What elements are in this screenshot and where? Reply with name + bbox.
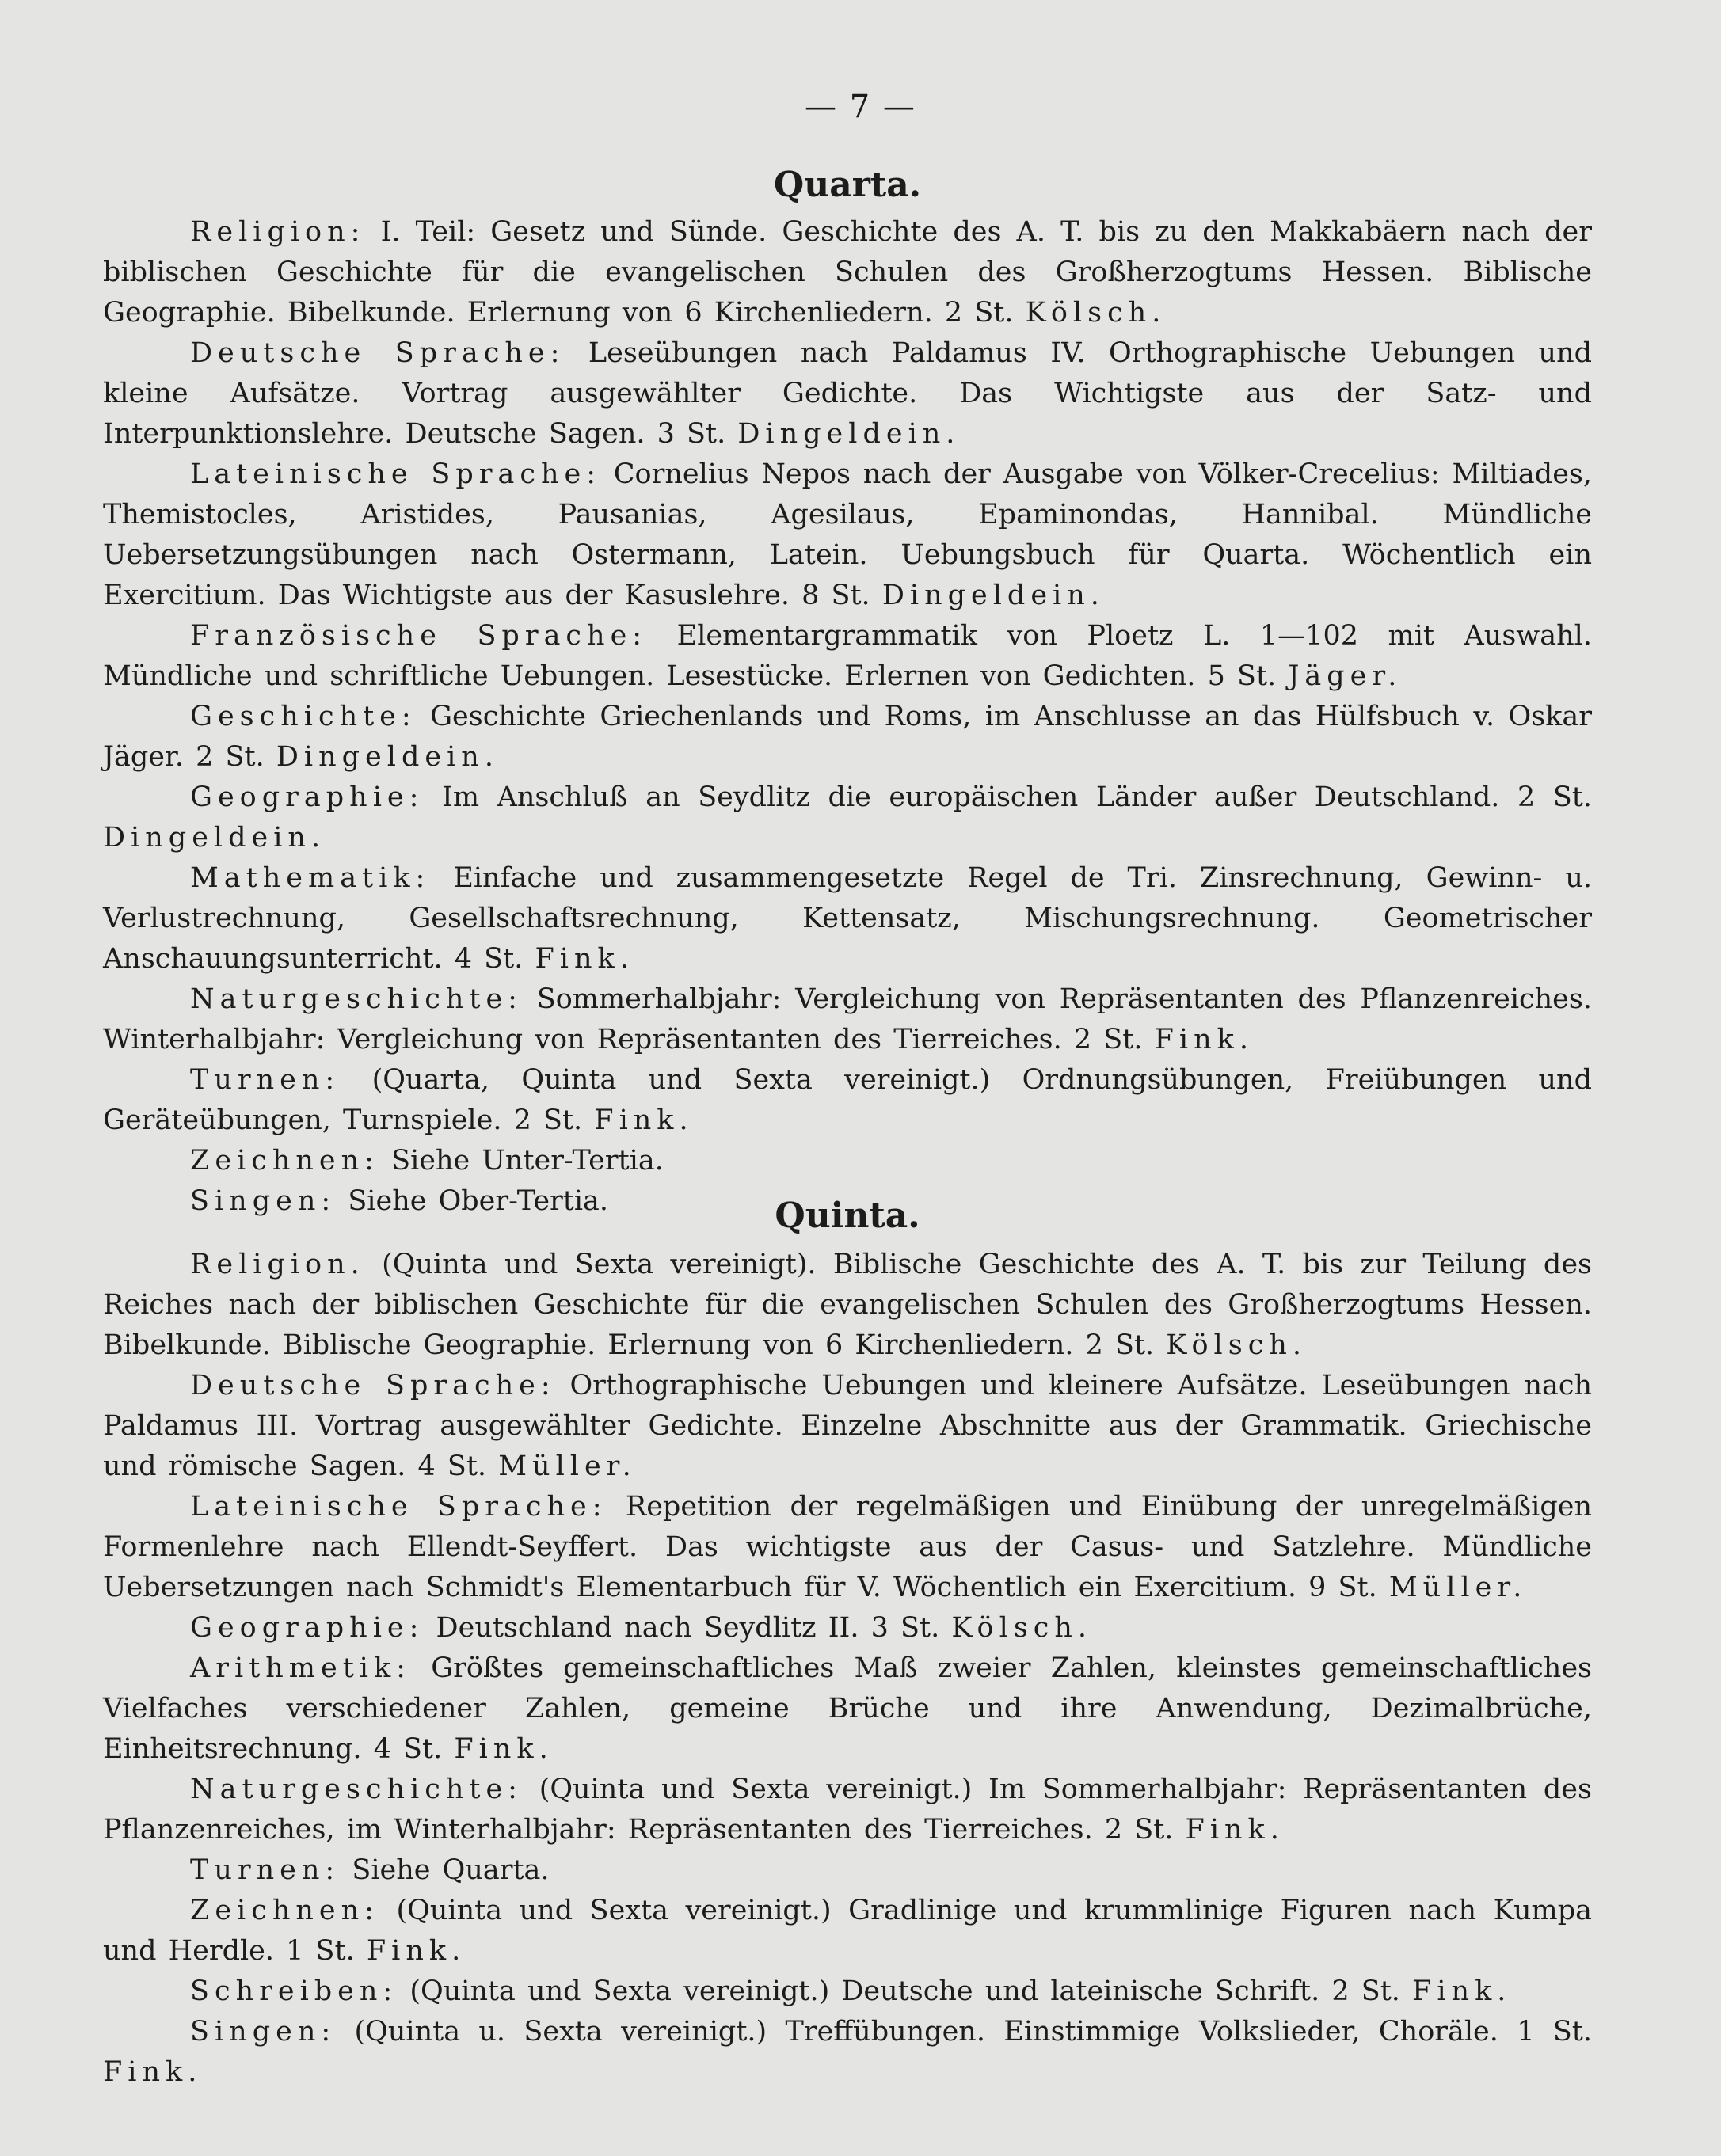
entry-teacher: Müller. [1388,1572,1528,1603]
entry-text: Orthographische Uebungen und kleinere Aufsätze. Leseübungen nach Paldamus III. Vortrag ausgewählter Gedichte. Einzelne Abschnitte aus der Grammatik. Griechische und römische Sagen. 4 St. [103,1370,1593,1482]
section-title: Quarta. [773,165,922,205]
entry-religion [103,1245,1592,1366]
entry-text: Leseübungen nach Paldamus IV. Orthographische Uebungen und kleine Aufsätze. Vortrag ausgewählter Gedichte. Das Wichtigste aus der Satz- und Interpunktionslehre. Deutsche Sagen. 3 St. [103,337,1593,450]
entry-label: Lateinische Sprache: [190,458,602,490]
entry-geographie [103,778,1592,858]
entry-turnen [103,1850,1592,1891]
entry-label: Lateinische Sprache: [190,1491,607,1523]
entry-text: Elementargrammatik von Ploetz L. 1—102 mit Auswahl. Mündliche und schriftliche Uebungen. Lesestücke. Erlernen von Gedichten. 5 St. [103,620,1592,692]
entry-teacher: Kölsch. [1025,297,1167,329]
entry-text: (Quinta und Sexta vereinigt). Biblische Geschichte des A. T. bis zur Teilung des Reiches nach der biblischen Geschichte für die evangelischen Schulen des Großherzogtums Hessen. Bibelkunde. Biblische Geographie. Erlernung von 6 Kirchenliedern. 2 St. [103,1249,1592,1361]
entry-teacher: Fink. [366,1935,466,1967]
entry-text: Siehe Unter-Tertia. [391,1145,664,1177]
entry-text: Siehe Ober-Tertia. [348,1185,609,1217]
section-title: Quinta. [775,1196,920,1236]
entry-zeichnen [103,1891,1592,1972]
entry-text: Größtes gemeinschaftliches Maß zweier Zahlen, kleinstes gemeinschaftliches Vielfaches verschiedener Zahlen, gemeine Brüche und ihre Anwendung, Dezimalbrüche, Einheitsrechnung. 4 St. [103,1652,1592,1765]
entry-turnen [103,1060,1592,1141]
entry-label: Religion. [190,1249,365,1280]
entry-label: Zeichnen: [190,1145,379,1177]
entry-mathematik [103,858,1592,979]
entry-naturgeschichte [103,979,1592,1060]
entry-label: Singen: [190,2016,337,2048]
entry-lateinische-sprache [103,1487,1592,1608]
entry-teacher: Fink. [103,2056,203,2088]
entry-arithmetik [103,1648,1592,1770]
entry-franzoesische-sprache [103,616,1592,697]
entry-text: Geschichte Griechenlands und Roms, im Anschlusse an das Hülfsbuch v. Oskar Jäger. 2 St. [103,701,1592,773]
entry-label: Turnen: [190,1064,341,1096]
entry-text: (Quinta u. Sexta vereinigt.) Treffübungen. Einstimmige Volkslieder, Choräle. 1 St. [354,2016,1592,2048]
entry-text: (Quinta und Sexta vereinigt.) Gradlinige und krummlinige Figuren nach Kumpa und Herdle. 1 St. [103,1895,1592,1967]
entry-teacher: Dingeldein. [103,822,326,854]
entry-teacher: Fink. [1412,1975,1512,2007]
entry-text: (Quarta, Quinta und Sexta vereinigt.) Ordnungsübungen, Freiübungen und Geräteübungen, Turnspiele. 2 St. [103,1064,1592,1136]
entry-deutsche-sprache [103,1366,1592,1487]
entry-text: (Quinta und Sexta vereinigt.) Im Sommerhalbjahr: Repräsentanten des Pflanzenreiches, im Winterhalbjahr: Repräsentanten des Tierreiches. 2 St. [103,1774,1592,1846]
entry-teacher: Fink. [1185,1814,1285,1846]
entry-teacher: Fink. [535,943,634,975]
entry-label: Mathematik: [190,862,431,894]
entry-zeichnen [103,1141,1592,1181]
entry-teacher: Dingeldein. [737,418,961,450]
entry-label: Zeichnen: [190,1895,379,1926]
entry-teacher: Kölsch. [1166,1329,1307,1361]
section-quinta [103,1192,1592,2093]
section-quarta [103,162,1592,1222]
page-number: — 7 — [805,89,916,125]
entry-label: Deutsche Sprache: [190,1370,556,1401]
entry-lateinische-sprache [103,454,1592,616]
entry-teacher: Jäger. [1288,660,1403,692]
entry-label: Naturgeschichte: [190,983,523,1015]
entry-deutsche-sprache [103,333,1592,454]
entry-label: Arithmetik: [190,1652,411,1684]
entry-text: Repetition der regelmäßigen und Einübung der unregelmäßigen Formenlehre nach Ellendt-Seyffert. Das wichtigste aus der Casus- und Satzlehre. Mündliche Uebersetzungen nach Schmidt's Elementarbuch für V. Wöchentlich ein Exercitium. 9 St. [103,1491,1592,1603]
entry-teacher: Fink. [594,1105,694,1136]
entry-label: Französische Sprache: [190,620,648,652]
entry-geschichte [103,697,1592,778]
entry-label: Singen: [190,1185,337,1217]
entry-geographie [103,1608,1592,1648]
entry-text: Siehe Quarta. [352,1854,550,1886]
entry-label: Naturgeschichte: [190,1774,523,1805]
entry-label: Geographie: [190,781,425,813]
entry-label: Geographie: [190,1612,425,1644]
entry-text: Einfache und zusammengesetzte Regel de Tri. Zinsrechnung, Gewinn- u. Verlustrechnung, Gesellschaftsrechnung, Kettensatz, Mischungsrechnung. Geometrischer Anschauungsunterricht. 4 St. [103,862,1592,975]
entry-label: Religion: [190,216,366,248]
entry-text: I. Teil: Gesetz und Sünde. Geschichte des A. T. bis zu den Makkabäern nach der biblischen Geschichte für die evangelischen Schulen des Großherzogtums Hessen. Biblische Geographie. Bibelkunde. Erlernung von 6 Kirchenliedern. 2 St. [103,216,1592,329]
entry-text: Deutschland nach Seydlitz II. 3 St. [436,1612,940,1644]
entry-singen [103,2012,1592,2093]
entry-text: Cornelius Nepos nach der Ausgabe von Völker-Crecelius: Miltiades, Themistocles, Aristides, Pausanias, Agesilaus, Epaminondas, Hannibal. Mündliche Uebersetzungsübungen nach Ostermann, Latein. Uebungsbuch für Quarta. Wöchentlich ein Exercitium. Das Wichtigste aus der Kasuslehre. 8 St. [103,458,1592,611]
entry-teacher: Dingeldein. [276,741,499,773]
entry-teacher: Fink. [454,1733,554,1765]
entry-teacher: Kölsch. [951,1612,1093,1644]
entry-naturgeschichte [103,1770,1592,1850]
entry-text: Sommerhalbjahr: Vergleichung von Repräsentanten des Pflanzenreiches. Winterhalbjahr: Vergleichung von Repräsentanten des Tierreiches. 2 St. [103,983,1592,1055]
entry-label: Deutsche Sprache: [190,337,565,369]
entry-schreiben [103,1972,1592,2012]
entry-teacher: Müller. [498,1451,637,1482]
entry-text: (Quinta und Sexta vereinigt.) Deutsche und lateinische Schrift. 2 St. [409,1975,1400,2007]
entry-teacher: Fink. [1154,1024,1254,1055]
entry-label: Turnen: [190,1854,341,1886]
entry-religion [103,212,1592,333]
entry-label: Schreiben: [190,1975,398,2007]
entry-teacher: Dingeldein. [881,580,1105,611]
entry-label: Geschichte: [190,701,417,732]
entry-text: Im Anschluß an Seydlitz die europäischen Länder außer Deutschland. 2 St. [442,781,1592,813]
